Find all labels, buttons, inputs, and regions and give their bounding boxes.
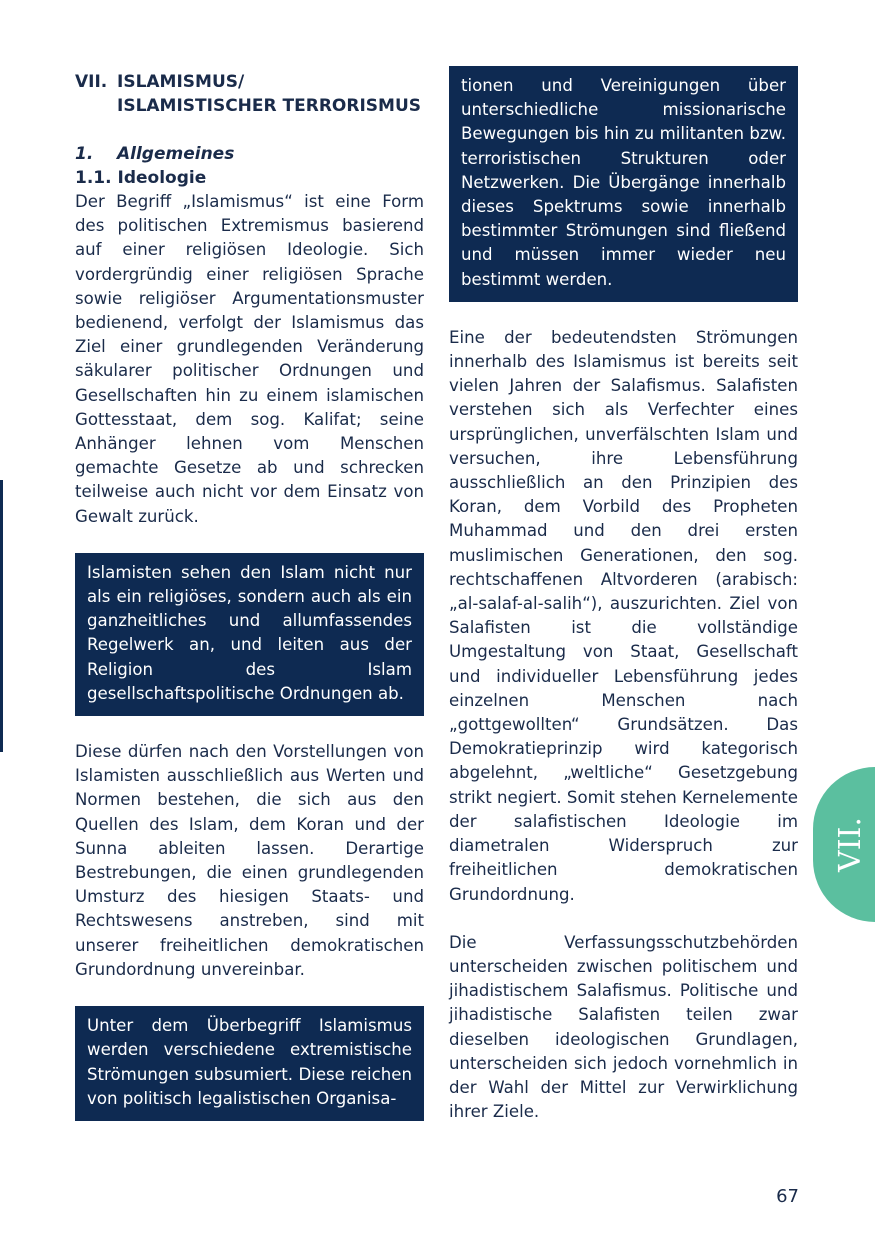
left-edge-marker <box>0 480 3 752</box>
highlight-box-2-text: Unter dem Überbegriff Islamismus werden verschiedene extremistische Strömungen subsumiert. Diese reichen von politisch legalistischen Organisa- <box>87 1016 412 1108</box>
chapter-side-tab <box>813 767 875 922</box>
section-number: 1. <box>75 144 94 164</box>
chapter-number: VII. <box>75 72 108 92</box>
section-heading <box>75 142 424 166</box>
paragraph-norms: Diese dürfen nach den Vorstellungen von Islamisten ausschließlich aus Werten und Normen bestehen, die sich aus den Quellen des Islam, dem Koran und der Sunna ableiten lassen. Derartige Bestrebungen, die einen grundlegenden Umsturz des hiesigen Staats- und Rechtswesens anstreben, sind mit unserer freiheitlichen demokratischen Grundordnung unvereinbar. <box>75 742 424 979</box>
chapter-side-tab-label: VII. <box>832 817 868 872</box>
chapter-heading <box>75 70 424 118</box>
chapter-title-line1: ISLAMISMUS/ <box>117 72 245 92</box>
section-title: Allgemeines <box>117 144 235 164</box>
right-column <box>449 66 798 1124</box>
highlight-box-1 <box>75 553 424 716</box>
highlight-box-2 <box>75 1006 424 1121</box>
highlight-box-1-text: Islamisten sehen den Islam nicht nur als ein religiöses, sondern auch als ein ganzheitliches und allumfassendes Regelwerk an, und leiten aus der Religion des Islam gesellschaftspolitische Ordnungen ab. <box>87 562 412 703</box>
paragraph-salafism: Eine der bedeutendsten Strömungen innerhalb des Islamismus ist bereits seit vielen Jahren der Salafismus. Salafisten verstehen sich als Verfechter eines ursprünglichen, unverfälschten Islam und versuchen, ihre Lebensführung ausschließlich an den Prinzipien des Koran, dem Vorbild des Propheten Muhammad und den drei ersten muslimischen Generationen, den sog. rechtschaffenen Altvorderen (arabisch: „al-salaf-al-salih“), auszurichten. Ziel von Salafisten ist die vollständige Umgestaltung von Staat, Gesellschaft und individueller Lebensführung jedes einzelnen Menschen nach „gottgewollten“ Grundsätzen. Das Demokratieprinzip wird kategorisch abgelehnt, „weltliche“ Gesetzgebung strikt negiert. Somit stehen Kernelemente der salafistischen Ideologie im diametralen Widerspruch zur freiheitlichen demokratischen Grundordnung. <box>449 327 798 904</box>
left-column <box>75 70 424 1121</box>
page-number: 67 <box>776 1186 799 1207</box>
paragraph-definition: Der Begriff „Islamismus“ ist eine Form des politischen Extremismus basierend auf einer religiösen Ideologie. Sich vordergründig einer religiösen Sprache sowie religiöser Argumentationsmuster bedienend, verfolgt der Islamismus das Ziel einer grundlegenden Veränderung säkularer politischer Ordnungen und Gesellschaften hin zu einem islamischen Gottesstaat, dem sog. Kalifat; seine Anhänger lehnen vom Menschen gemachte Gesetze ab und schrecken teilweise auch nicht vor dem Einsatz von Gewalt zurück. <box>75 192 424 526</box>
chapter-title-line2: ISLAMISTISCHER TERRORISMUS <box>117 96 421 116</box>
highlight-box-2-continued-text: tionen und Vereinigungen über unterschiedliche missionarische Bewegungen bis hin zu militanten bzw. terroristischen Strukturen oder Netzwerken. Die Übergänge innerhalb dieses Spektrums sowie innerhalb bestimmter Strömungen sind fließend und müssen immer wieder neu bestimmt werden. <box>461 76 786 289</box>
subsection-heading: 1.1. Ideologie <box>75 168 207 188</box>
highlight-box-2-continued <box>449 66 798 302</box>
paragraph-distinction: Die Verfassungsschutzbehörden unterscheiden zwischen politischem und jihadistischem Salafismus. Politische und jihadistische Salafisten teilen zwar dieselben ideologischen Grundlagen, unterscheiden sich jedoch vornehmlich in der Wahl der Mittel zur Verwirklichung ihrer Ziele. <box>449 932 798 1122</box>
